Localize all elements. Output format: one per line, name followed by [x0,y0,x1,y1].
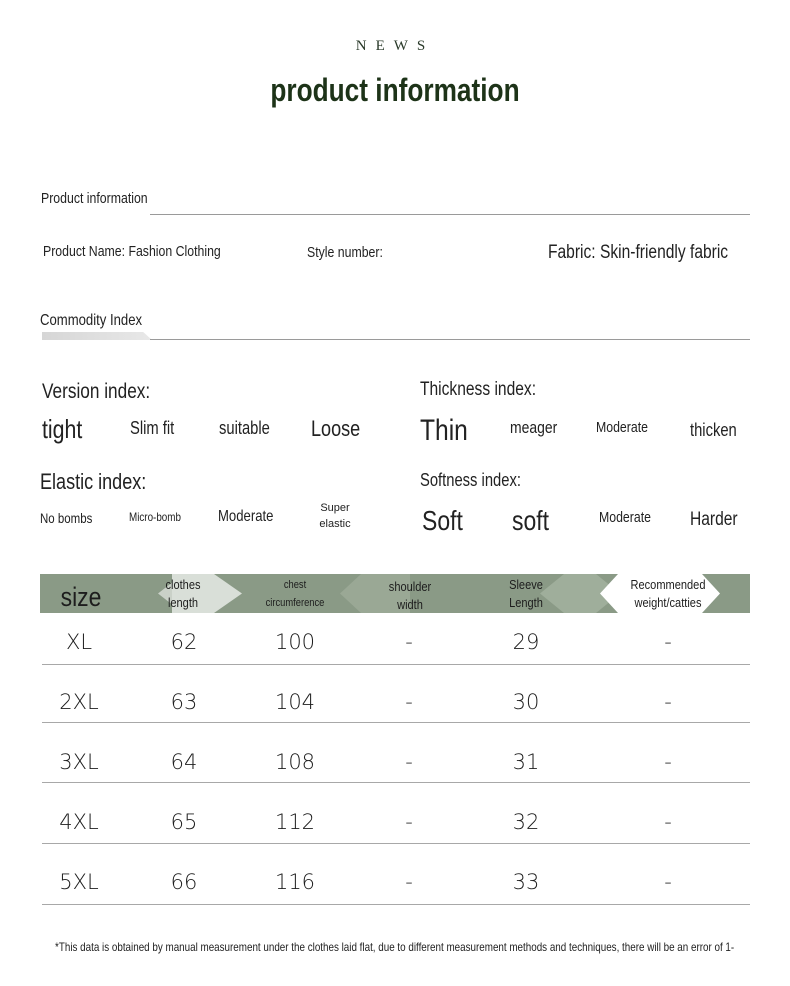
row-5-weight: - [664,870,672,894]
product-name: Product Name: Fashion Clothing [43,243,221,260]
version-option-loose: Loose [311,416,361,441]
row-1-chest: 100 [274,630,316,654]
row-5-chest: 116 [274,870,316,894]
row-5-sleeve: 33 [512,870,540,894]
header-recommended-weight: Recommended weight/catties [630,577,706,610]
row-4-shoulder: - [405,810,413,834]
thickness-option-moderate: Moderate [596,419,648,436]
product-info-rule [150,214,750,215]
version-option-suitable: suitable [219,418,270,438]
version-option-tight: tight [42,414,83,444]
elastic-option-no-bombs: No bombs [40,510,93,526]
softness-index-title: Softness index: [420,470,521,490]
row-5-shoulder: - [405,870,413,894]
row-1-weight: - [664,630,672,654]
version-option-slim-fit: Slim fit [130,418,175,438]
row-2-weight: - [664,690,672,714]
page-title: product information [270,72,520,108]
softness-option-moderate: Moderate [599,509,651,526]
commodity-index-label: Commodity Index [40,312,143,329]
row-2-shoulder: - [405,690,413,714]
footnote: *This data is obtained by manual measurement under the clothes laid flat, due to different measurement methods and techniques, there will be an error of 1- [55,940,735,954]
row-3-size: 3XL [59,750,99,774]
thickness-option-thicken: thicken [690,420,737,440]
version-index-title: Version index: [42,380,151,403]
thickness-index-title: Thickness index: [420,379,537,400]
row-4-clothes-length: 65 [170,810,198,834]
row-3-clothes-length: 64 [170,750,198,774]
row-2-clothes-length: 63 [170,690,198,714]
row-1-clothes-length: 62 [170,630,198,654]
softness-option-soft-2: soft [512,505,550,536]
row-5-size: 5XL [59,870,99,894]
softness-option-soft-1: Soft [422,505,463,536]
row-1-sleeve: 29 [512,630,540,654]
elastic-index-title: Elastic index: [40,469,147,494]
header-shoulder-width: shoulder width [388,579,432,612]
row-5-clothes-length: 66 [170,870,198,894]
row-divider [42,782,750,783]
commodity-index-shade [42,332,152,340]
size-table-header [40,574,750,613]
row-4-sleeve: 32 [512,810,540,834]
header-sleeve-length: Sleeve Length [509,577,543,610]
row-4-weight: - [664,810,672,834]
commodity-index-rule [150,339,750,340]
row-4-chest: 112 [274,810,316,834]
row-2-size: 2XL [59,690,99,714]
row-3-chest: 108 [274,750,316,774]
row-4-size: 4XL [59,810,99,834]
row-3-shoulder: - [405,750,413,774]
row-divider [42,904,750,905]
elastic-option-micro-bomb: Micro-bomb [129,510,181,524]
header-size: size [60,582,102,612]
row-2-sleeve: 30 [512,690,540,714]
row-divider [42,664,750,665]
row-1-size: XL [65,630,93,654]
thickness-option-meager: meager [510,418,558,437]
softness-option-harder: Harder [690,509,738,530]
style-number: Style number: [307,244,383,261]
row-divider [42,843,750,844]
row-1-shoulder: - [405,630,413,654]
row-3-sleeve: 31 [512,750,540,774]
row-2-chest: 104 [274,690,316,714]
header-clothes-length: clothes length [165,577,201,610]
header-chest-circumference: chest circumference [265,579,325,609]
eyebrow-news: NEWS [355,38,435,54]
product-info-label: Product information [41,190,148,207]
row-divider [42,722,750,723]
row-3-weight: - [664,750,672,774]
elastic-option-super-elastic: Super elastic [319,502,351,530]
thickness-option-thin: Thin [420,414,468,447]
elastic-option-moderate: Moderate [218,508,274,525]
fabric: Fabric: Skin-friendly fabric [548,242,729,263]
